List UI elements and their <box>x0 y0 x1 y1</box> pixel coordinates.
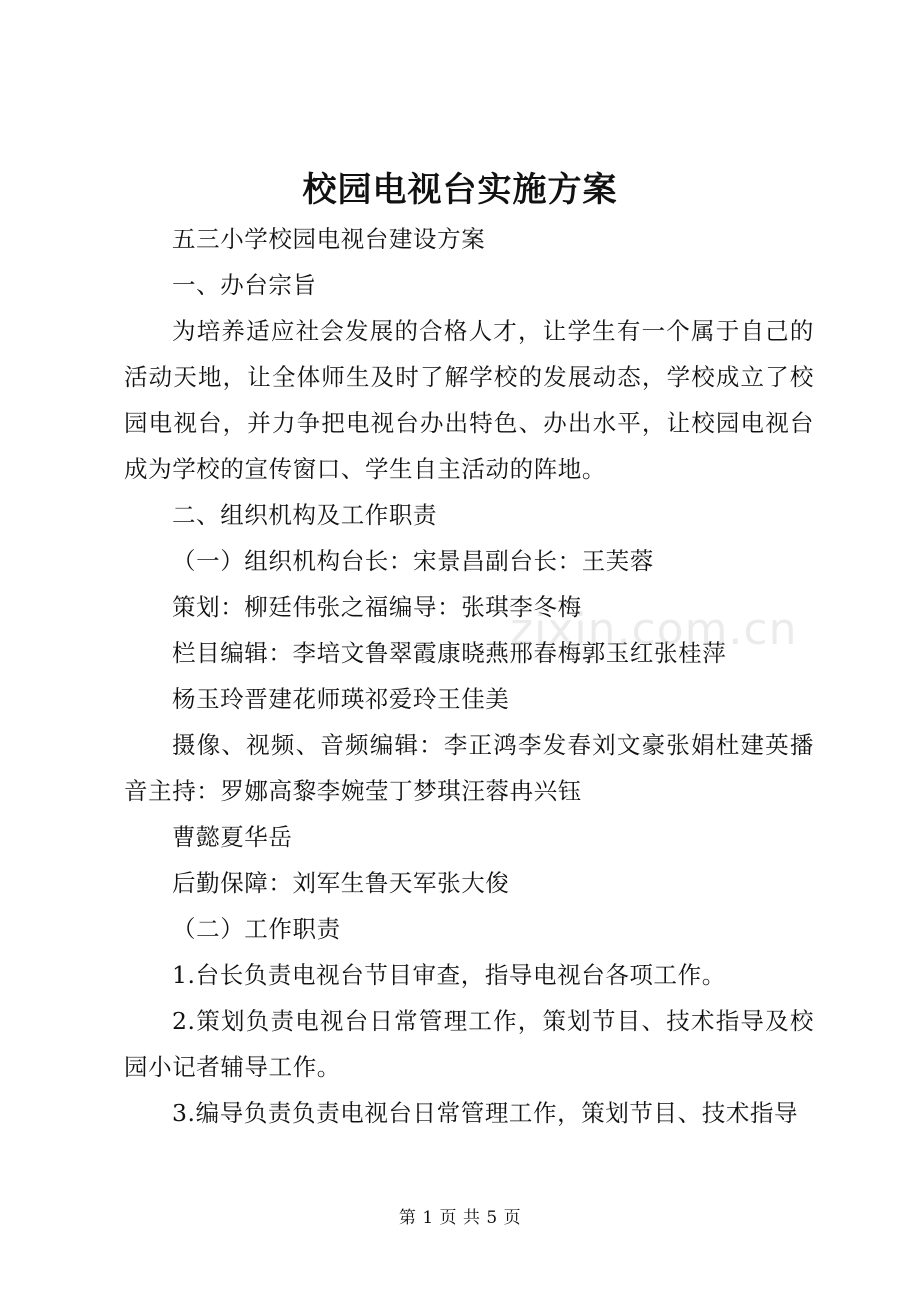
section-heading-organization: 二、组织机构及工作职责 <box>172 501 438 529</box>
paragraph-video-editors: 摄像、视频、音频编辑：李正鸿李发春刘文豪张娟杜建英播音主持：罗娜高黎李婉莹丁梦琪汪蓉冉兴钰 <box>124 731 814 805</box>
paragraph-editors-cont: 杨玉玲晋建花师瑛祁爱玲王佳美 <box>172 685 510 713</box>
paragraph-org-leaders: （一）组织机构台长：宋景昌副台长：王芙蓉 <box>172 547 654 575</box>
page-footer: 第 1 页 共 5 页 <box>398 1208 522 1228</box>
section-heading-purpose: 一、办台宗旨 <box>172 271 317 299</box>
paragraph-purpose: 为培养适应社会发展的合格人才，让学生有一个属于自己的活动天地，让全体师生及时了解学校的发展动态，学校成立了校园电视台，并力争把电视台办出特色、办出水平，让校园电视台成为学校的宣传窗口、学生自主活动的阵地。 <box>124 317 814 483</box>
paragraph-logistics: 后勤保障：刘军生鲁天军张大俊 <box>172 869 510 897</box>
paragraph-hosts-cont: 曹懿夏华岳 <box>172 823 293 851</box>
paragraph-planning: 策划：柳廷伟张之福编导：张琪李冬梅 <box>172 593 582 621</box>
paragraph-subtitle: 五三小学校园电视台建设方案 <box>172 225 486 253</box>
document-title: 校园电视台实施方案 <box>302 170 618 210</box>
paragraph-duty-1: 1.台长负责电视台节目审查，指导电视台各项工作。 <box>172 961 726 989</box>
section-heading-duties: （二）工作职责 <box>172 915 341 943</box>
watermark: zixin.com.cn <box>510 604 798 655</box>
paragraph-column-editors: 栏目编辑：李培文鲁翠霞康晓燕邢春梅郭玉红张桂萍 <box>172 639 727 667</box>
paragraph-duty-3: 3.编导负责负责电视台日常管理工作，策划节目、技术指导 <box>172 1099 799 1127</box>
paragraph-duty-2: 2.策划负责电视台日常管理工作，策划节目、技术指导及校园小记者辅导工作。 <box>124 1007 814 1081</box>
